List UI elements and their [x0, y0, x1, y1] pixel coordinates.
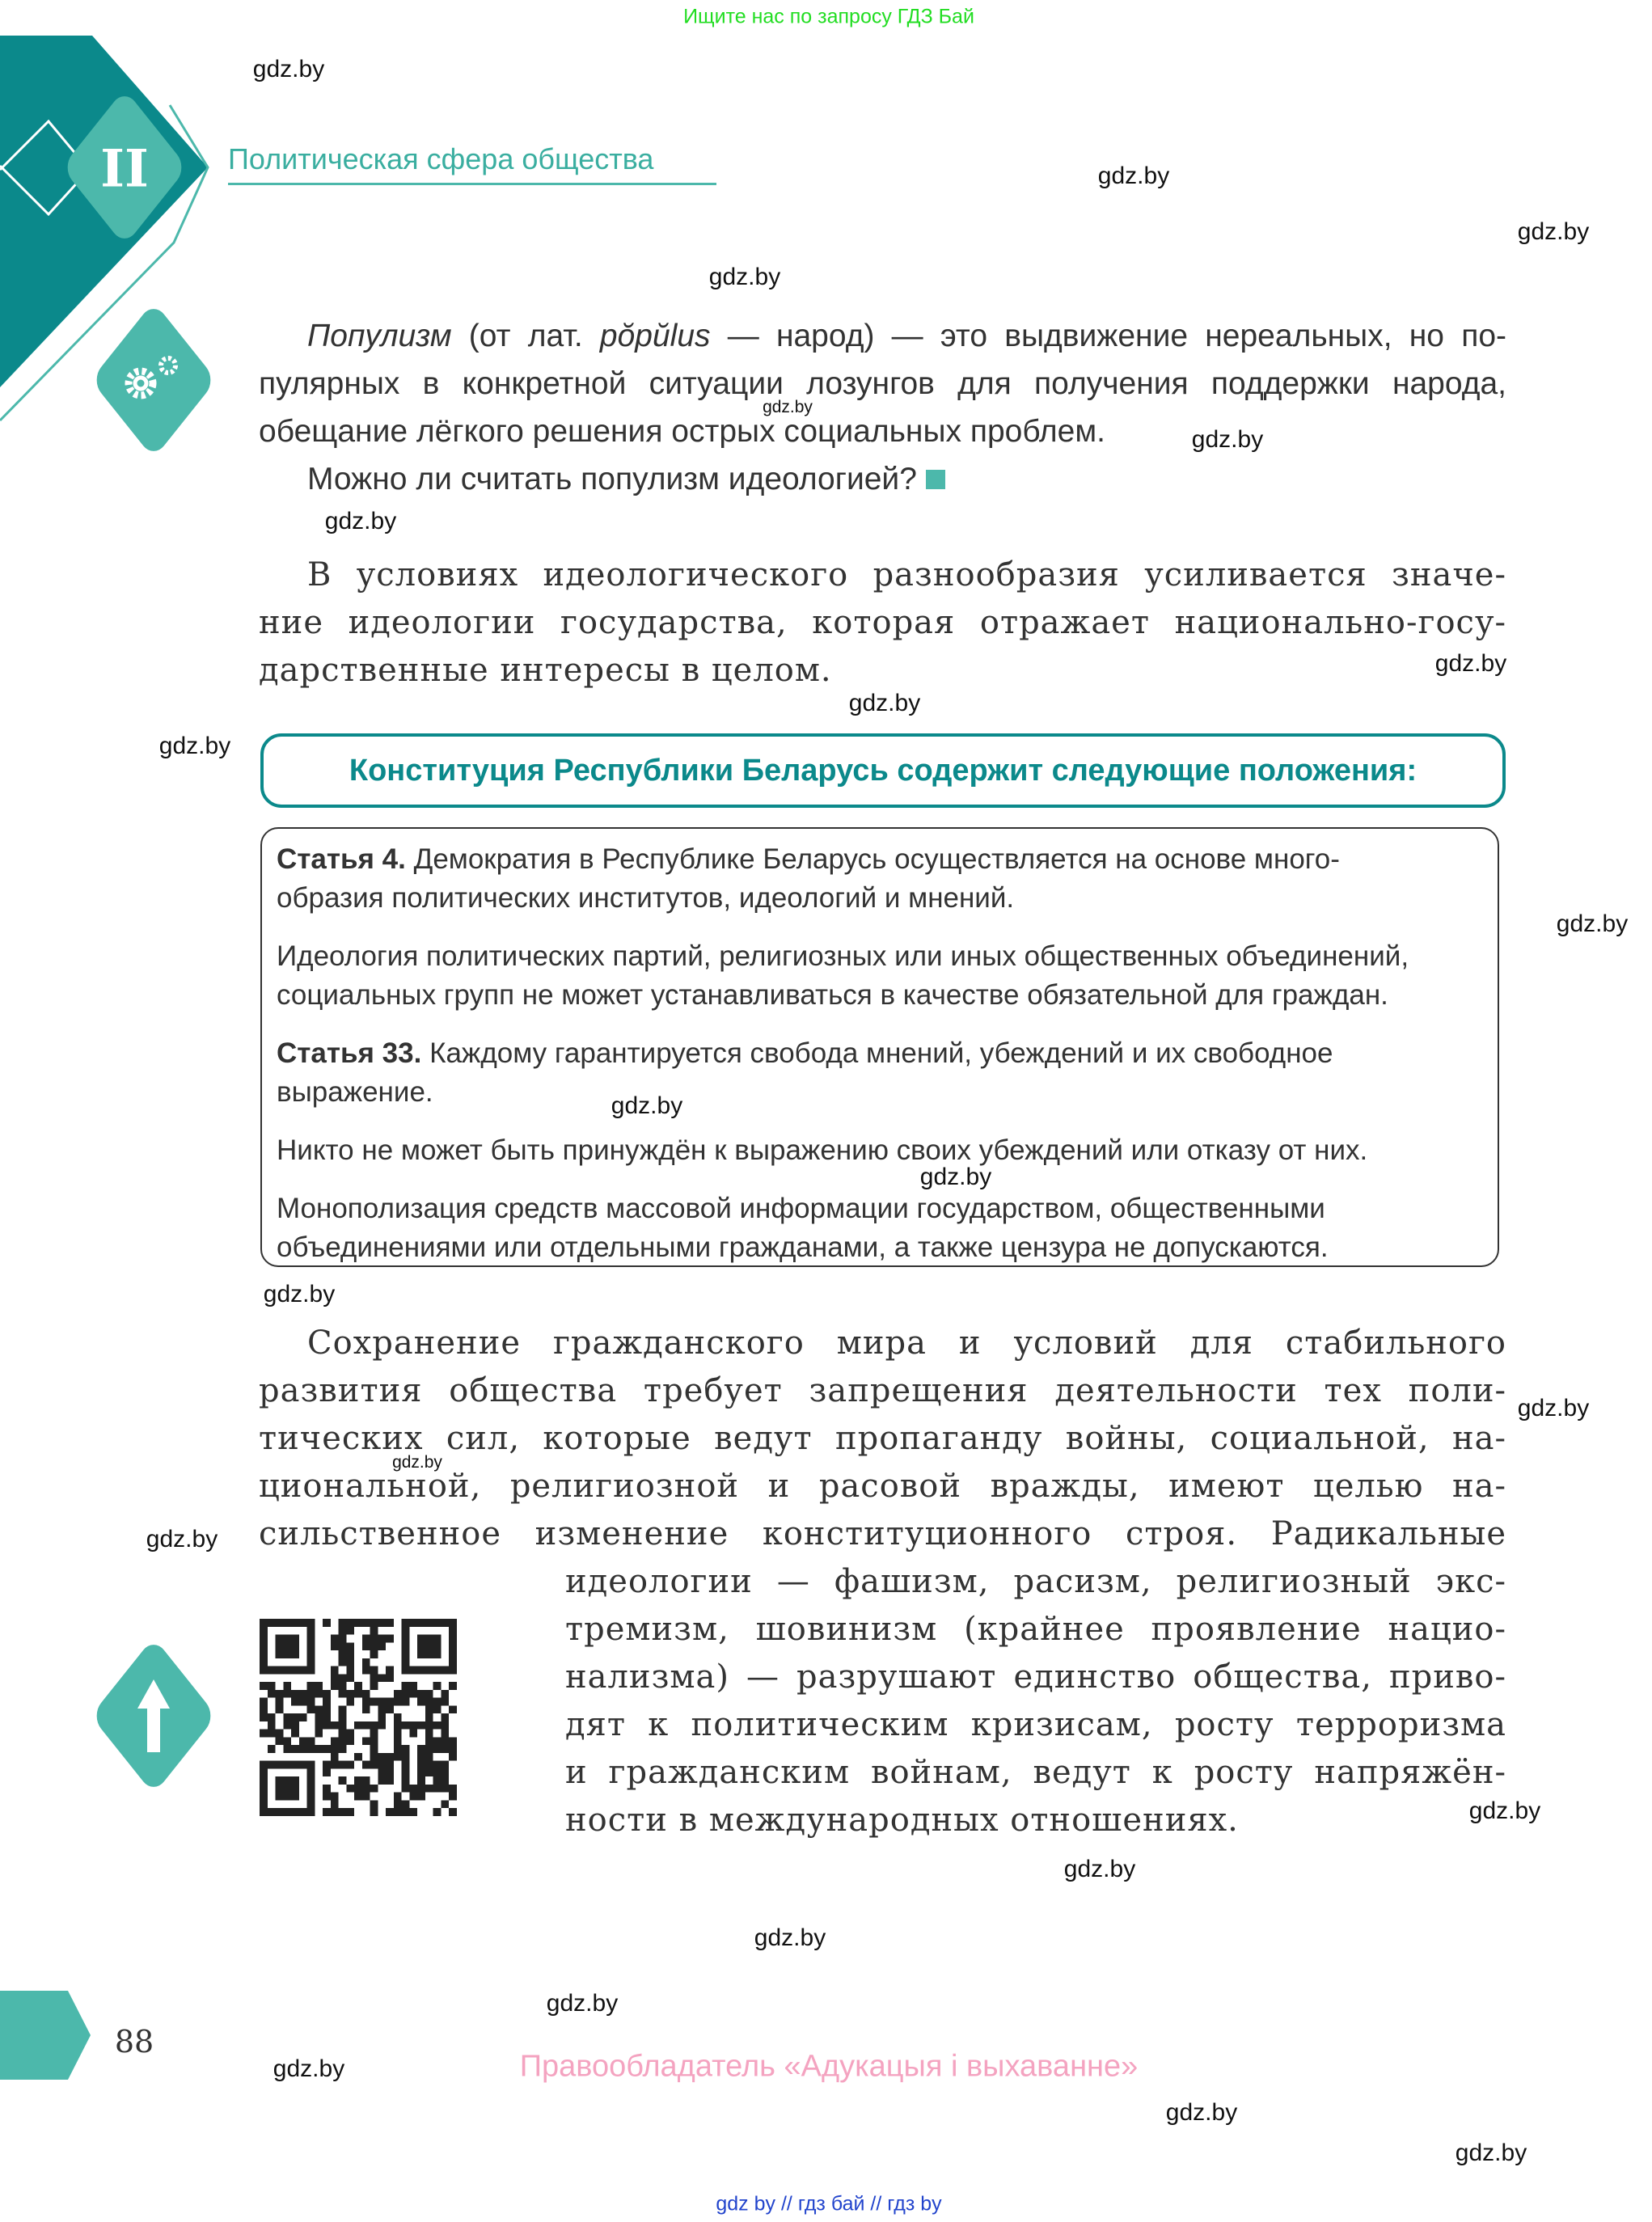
text: (от лат.: [451, 319, 600, 353]
watermark: gdz.by: [146, 1526, 218, 1552]
paragraph-line: и гражданским войнам, ведут к росту напряжён-: [565, 1754, 1506, 1791]
text: Демократия в Республике Беларусь осуществляется на основе много-: [405, 843, 1340, 875]
constitution-heading: Конституция Республики Беларусь содержит следующие положения:: [349, 753, 1418, 788]
footer-links: [716, 2193, 941, 2216]
watermark: gdz.by: [1556, 910, 1629, 937]
watermark: gdz.by: [1063, 1856, 1136, 1882]
watermark: gdz.by: [611, 1092, 683, 1119]
watermark: gdz.by: [848, 690, 921, 716]
paragraph-line: циональной, религиозной и расовой вражды, имеют целью на-: [259, 1468, 1506, 1505]
text: объединениями или отдельными гражданами, а также цензура не допускаются.: [277, 1231, 1329, 1263]
watermark: gdz.by: [1517, 218, 1590, 245]
text: Каждому гарантируется свобода мнений, убеждений и их свободное: [421, 1037, 1333, 1069]
text: Монополизация средств массовой информации государством, общественными: [277, 1193, 1325, 1224]
watermark: gdz.by: [263, 1281, 336, 1307]
paragraph-line: тических сил, которые ведут пропаганду войны, социальной, на-: [259, 1420, 1506, 1457]
page-tab: [0, 1991, 91, 2080]
watermark: gdz.by: [754, 1924, 826, 1951]
article-4-clause: [277, 937, 1481, 1015]
paragraph-line: тремизм, шовинизм (крайнее проявление нацио-: [565, 1611, 1506, 1648]
watermark: gdz.by: [392, 1453, 442, 1472]
article-4: [277, 840, 1481, 918]
chapter-title: Политическая сфера общества: [228, 142, 716, 185]
populism-definition: [259, 312, 1506, 503]
gear-icon: [113, 348, 194, 412]
watermark: gdz.by: [919, 1164, 992, 1190]
definition-line: пулярных в конкретной ситуации лозунгов для получения поддержки народа,: [259, 366, 1506, 401]
paragraph-line: идеологии — фашизм, расизм, религиозный экс-: [565, 1563, 1506, 1600]
paragraph-line: Сохранение гражданского мира и условий для стабильного: [307, 1324, 1506, 1362]
chapter-numeral: II: [100, 138, 149, 200]
watermark: gdz.by: [1191, 426, 1264, 453]
watermark: gdz.by: [1434, 650, 1507, 677]
question: [259, 455, 1506, 503]
ideology-paragraph: [259, 551, 1506, 695]
article-33-clause: [277, 1131, 1481, 1170]
paragraph-line: ние идеологии государства, которая отражает национально-госу-: [259, 604, 1506, 641]
watermark: gdz.by: [1468, 1797, 1541, 1824]
watermark: gdz.by: [1517, 1395, 1590, 1421]
watermark: gdz.by: [273, 2055, 345, 2082]
definition-line: [259, 312, 1506, 360]
latin-word: pŏpŭlus: [599, 319, 711, 353]
text: — народ) — это выдвижение нереальных, но по-: [710, 319, 1506, 353]
article-33: [277, 1034, 1481, 1112]
constitution-heading-box: [260, 733, 1506, 808]
watermark: gdz.by: [1455, 2140, 1527, 2166]
watermark: gdz.by: [1165, 2099, 1238, 2126]
article-label: Статья 33.: [277, 1037, 422, 1069]
separator: //: [780, 2192, 792, 2216]
radical-ideologies-paragraph: [565, 1558, 1506, 1844]
paragraph-line: дарственные интересы в целом.: [259, 652, 832, 689]
text: социальных групп не может устанавливаться в качестве обязательной для граждан.: [277, 979, 1388, 1011]
watermark: gdz.by: [1097, 163, 1170, 189]
arrow-up-icon: [133, 1678, 174, 1755]
square-marker-icon: [926, 470, 945, 489]
separator: //: [870, 2192, 882, 2216]
term: Популизм: [307, 319, 452, 353]
footer-link[interactable]: гдз бай: [797, 2192, 865, 2216]
paragraph-line: нализма) — разрушают единство общества, приво-: [565, 1658, 1506, 1696]
paragraph-line: ности в международных отношениях.: [565, 1802, 1239, 1839]
page-number: 88: [114, 2024, 154, 2059]
watermark: gdz.by: [763, 398, 813, 416]
text: Никто не может быть принуждён к выражению своих убеждений или отказу от них.: [277, 1134, 1368, 1166]
constitution-articles-box: [260, 827, 1499, 1267]
text: выражение.: [277, 1076, 433, 1108]
watermark: gdz.by: [252, 56, 325, 82]
paragraph-line: развития общества требует запрещения деятельности тех поли-: [259, 1372, 1506, 1409]
definition-line: обещание лёгкого решения острых социальных проблем.: [259, 414, 1106, 449]
paragraph-line: В условиях идеологического разнообразия усиливается значе-: [307, 556, 1506, 594]
watermark: gdz.by: [324, 508, 397, 534]
paragraph-line: сильственное изменение конституционного строя. Радикальные: [259, 1515, 1506, 1552]
text: образия политических институтов, идеологий и мнений.: [277, 882, 1015, 914]
paragraph-line: дят к политическим кризисам, росту терроризма: [565, 1706, 1506, 1743]
article-33-clause: [277, 1189, 1481, 1267]
footer-link[interactable]: гдз by: [887, 2192, 942, 2216]
article-label: Статья 4.: [277, 843, 406, 875]
top-banner[interactable]: Ищите нас по запросу ГДЗ Бай: [683, 5, 974, 28]
watermark: gdz.by: [546, 1990, 619, 2017]
text: Идеология политических партий, религиозных или иных общественных объединений,: [277, 940, 1409, 972]
watermark: gdz.by: [158, 733, 231, 759]
footer-link[interactable]: gdz by: [716, 2192, 776, 2216]
qr-code[interactable]: [259, 1619, 458, 1816]
watermark: gdz.by: [708, 264, 781, 290]
copyright-notice: Правообладатель «Адукацыя і выхаванне»: [519, 2049, 1139, 2084]
civil-peace-paragraph: [259, 1320, 1506, 1558]
question-text: Можно ли считать популизм идеологией?: [307, 462, 917, 496]
